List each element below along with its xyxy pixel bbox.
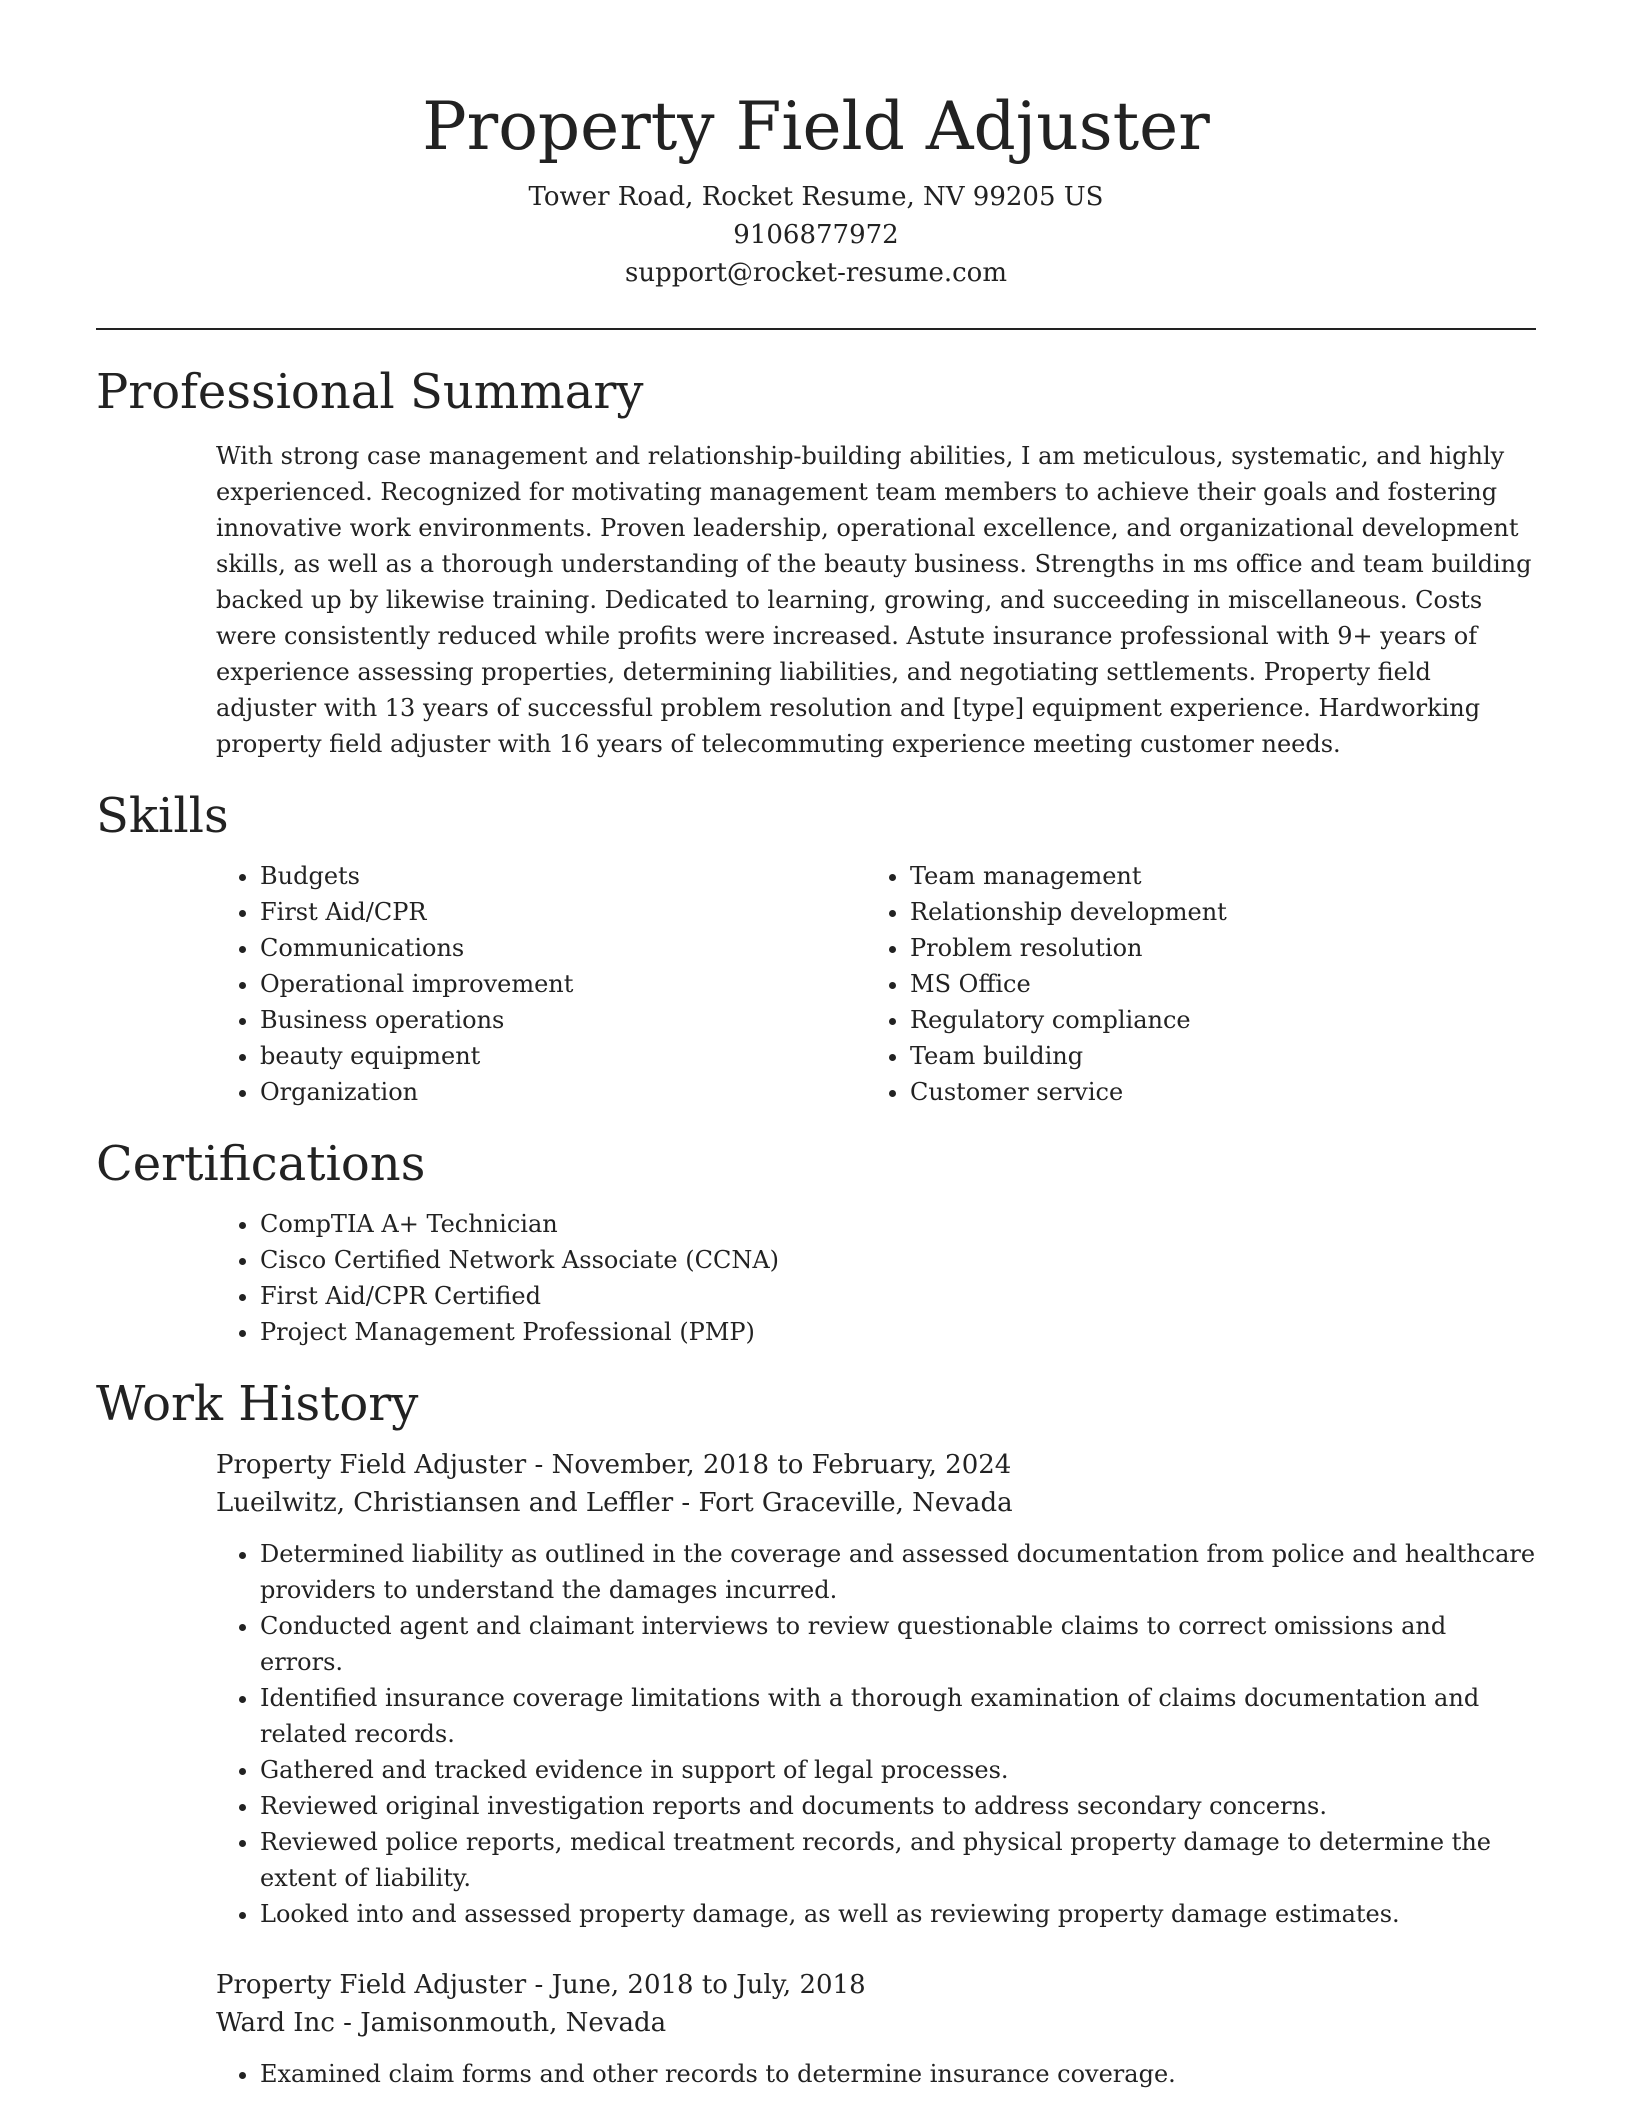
job-entry (216, 1446, 1536, 1932)
address: Tower Road, Rocket Resume, NV 99205 US (528, 182, 1104, 212)
job-duty: • Identified insurance coverage limitations with a thorough examination of claims documentation and related records. (260, 1680, 1536, 1752)
skill-item: • Business operations (260, 1002, 866, 1038)
skill-item: • First Aid/CPR (260, 894, 866, 930)
job-duty: • Reviewed original investigation reports and documents to address secondary concerns. (260, 1788, 1536, 1824)
skill-item: • Budgets (260, 858, 866, 894)
skill-item: • Team building (910, 1038, 1516, 1074)
skills-left-column (216, 858, 866, 1110)
job-location: Fort Graceville, Nevada (698, 1488, 1013, 1518)
skill-item: • Problem resolution (910, 930, 1516, 966)
job-title: Property Field Adjuster (216, 1450, 527, 1480)
job-dates: June, 2018 to July, 2018 (551, 1970, 866, 2000)
job-company-line: Lueilwitz, Christiansen and Leffler - Fort Graceville, Nevada (216, 1488, 1013, 1518)
work-history-section (96, 1374, 1536, 2092)
skill-item: • Team management (910, 858, 1516, 894)
certification-item: • First Aid/CPR Certified (260, 1278, 1536, 1314)
job-dates: November, 2018 to February, 2024 (551, 1450, 1012, 1480)
skill-item: • beauty equipment (260, 1038, 866, 1074)
job-title-line: Property Field Adjuster - November, 2018 to February, 2024 (216, 1450, 1012, 1480)
job-company: Ward Inc (216, 2008, 335, 2038)
job-title: Property Field Adjuster (216, 1970, 527, 2000)
certification-item: • Cisco Certified Network Associate (CCNA) (260, 1242, 1536, 1278)
email: support@rocket-resume.com (624, 258, 1007, 288)
skill-item: • MS Office (910, 966, 1516, 1002)
skill-item: • Operational improvement (260, 966, 866, 1002)
skills-title: Skills (96, 788, 229, 844)
job-company: Lueilwitz, Christiansen and Leffler (216, 1488, 674, 1518)
skill-item: • Organization (260, 1074, 866, 1110)
candidate-name: Property Field Adjuster (422, 88, 1210, 165)
certification-item: • CompTIA A+ Technician (260, 1206, 1536, 1242)
work-history-title: Work History (96, 1376, 419, 1432)
job-duties (216, 1536, 1536, 1932)
header-divider (96, 328, 1536, 330)
job-duty: • Conducted agent and claimant interviews to review questionable claims to correct omissions and errors. (260, 1608, 1536, 1680)
job-duties (216, 2056, 1536, 2092)
certifications-list (216, 1206, 1536, 1350)
job-duty: • Examined claim forms and other records to determine insurance coverage. (260, 2056, 1536, 2092)
summary-section (96, 362, 1536, 762)
resume-header (96, 0, 1536, 292)
job-duty: • Gathered and tracked evidence in support of legal processes. (260, 1752, 1536, 1788)
certifications-section (96, 1134, 1536, 1350)
skills-right-column (866, 858, 1516, 1110)
job-duty: • Determined liability as outlined in the coverage and assessed documentation from police and healthcare providers to understand the damages incurred. (260, 1536, 1536, 1608)
summary-text: With strong case management and relationship-building abilities, I am meticulous, systematic, and highly experienced. Recognized for motivating management team members to achieve their goals and fostering innovative work environments. Proven leadership, operational excellence, and organizational development skills, as well as a thorough understanding of the beauty business. Strengths in ms office and team building backed up by likewise training. Dedicated to learning, growing, and succeeding in miscellaneous. Costs were consistently reduced while profits were increased. Astute insurance professional with 9+ years of experience assessing properties, determining liabilities, and negotiating settlements. Property field adjuster with 13 years of successful problem resolution and [type] equipment experience. Hardworking property field adjuster with 16 years of telecommuting experience meeting customer needs. (216, 442, 1532, 758)
skills-grid (216, 858, 1536, 1110)
skills-section (96, 786, 1536, 1110)
summary-title: Professional Summary (96, 364, 644, 420)
certifications-title: Certifications (96, 1136, 426, 1192)
skill-item: • Relationship development (910, 894, 1516, 930)
job-duty: • Looked into and assessed property damage, as well as reviewing property damage estimates. (260, 1896, 1536, 1932)
certification-item: • Project Management Professional (PMP) (260, 1314, 1536, 1350)
skill-item: • Communications (260, 930, 866, 966)
phone: 9106877972 (733, 220, 899, 250)
job-title-line: Property Field Adjuster - June, 2018 to July, 2018 (216, 1970, 866, 2000)
job-company-line: Ward Inc - Jamisonmouth, Nevada (216, 2008, 667, 2038)
job-entry (216, 1966, 1536, 2092)
skill-item: • Regulatory compliance (910, 1002, 1516, 1038)
skill-item: • Customer service (910, 1074, 1516, 1110)
job-duty: • Reviewed police reports, medical treatment records, and physical property damage to determine the extent of liability. (260, 1824, 1536, 1896)
job-location: Jamisonmouth, Nevada (360, 2008, 667, 2038)
